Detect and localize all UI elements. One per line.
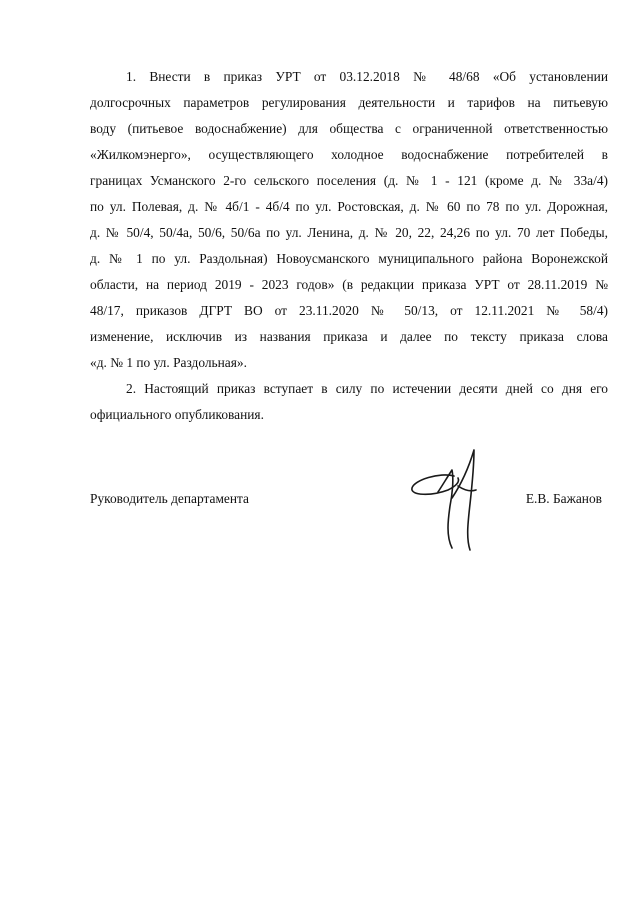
text-line: «Жилкомэнерго», осуществляющего холодное водоснабжение потребителей в: [90, 147, 608, 162]
text-line: по ул. Полевая, д. № 4б/1 - 4б/4 по ул. Ростовская, д. № 60 по 78 по ул. Дорожная,: [90, 199, 608, 214]
text-line: изменение, исключив из названия приказа и далее по тексту приказа слова: [90, 329, 608, 344]
order-text: [90, 64, 608, 428]
text-line: воду (питьевое водоснабжение) для общества с ограниченной ответственностью: [90, 121, 608, 136]
handwritten-signature-icon: [408, 446, 498, 551]
text-line: 2. Настоящий приказ вступает в силу по истечении десяти дней со дня его: [126, 381, 608, 396]
text-line: границах Усманского 2-го сельского поселения (д. № 1 - 121 (кроме д. № 33а/4): [90, 173, 608, 188]
text-line: 1. Внести в приказ УРТ от 03.12.2018 № 48/68 «Об установлении: [126, 69, 608, 84]
signer-name: Е.В. Бажанов: [525, 491, 602, 506]
text-line: д. № 1 по ул. Раздольная) Новоусманского муниципального района Воронежской: [90, 251, 608, 266]
text-line: 48/17, приказов ДГРТ ВО от 23.11.2020 № 50/13, от 12.11.2021 № 58/4): [90, 303, 608, 318]
text-line: д. № 50/4, 50/4а, 50/6, 50/6а по ул. Ленина, д. № 20, 22, 24,26 по ул. 70 лет Победы,: [90, 225, 608, 240]
position-title: Руководитель департамента: [90, 491, 249, 506]
text-line: области, на период 2019 - 2023 годов» (в редакции приказа УРТ от 28.11.2019 №: [90, 277, 608, 292]
paragraph-2: [90, 376, 608, 428]
paragraph-1: [90, 64, 608, 376]
text-line: «д. № 1 по ул. Раздольная».: [90, 355, 247, 370]
text-line: официального опубликования.: [90, 407, 264, 422]
text-line: долгосрочных параметров регулирования деятельности и тарифов на питьевую: [90, 95, 608, 110]
signature-block: [90, 478, 608, 578]
